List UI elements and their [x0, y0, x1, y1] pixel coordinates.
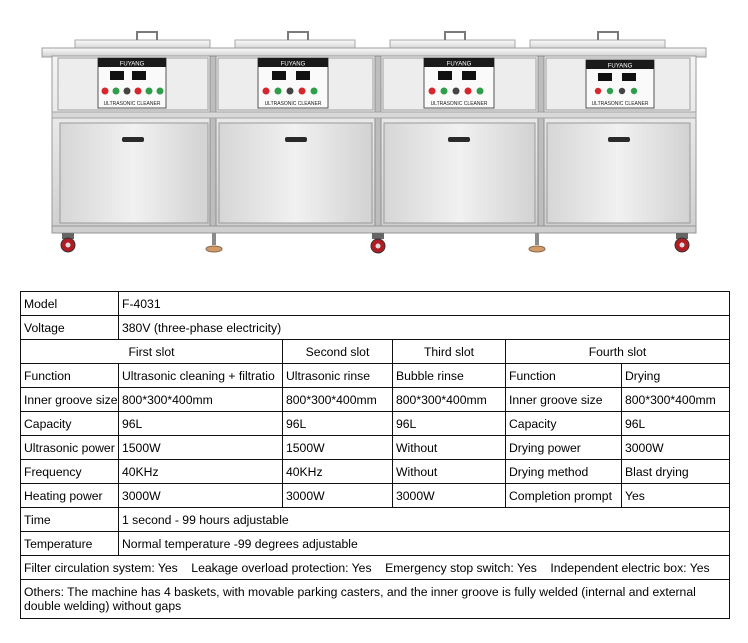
slot1-value: 96L	[119, 412, 283, 436]
slot1-value: 40KHz	[119, 460, 283, 484]
row-label: Capacity	[21, 412, 119, 436]
slot2-value: 800*300*400mm	[283, 388, 393, 412]
slot-header-1: First slot	[21, 340, 283, 364]
slot2-value: Ultrasonic rinse	[283, 364, 393, 388]
slot3-value: Without	[393, 436, 506, 460]
slot4-value: 3000W	[622, 436, 730, 460]
temperature-label: Temperature	[21, 532, 119, 556]
caster-wheels	[61, 233, 689, 253]
panel-caption: ULTRASONIC CLEANER	[103, 101, 161, 107]
slot4-value: 96L	[622, 412, 730, 436]
row-label: Heating power	[21, 484, 119, 508]
slot1-value: 1500W	[119, 436, 283, 460]
row-label: Ultrasonic power	[21, 436, 119, 460]
table-row	[21, 460, 730, 484]
panel-caption: ULTRASONIC CLEANER	[264, 101, 322, 107]
slot3-value: Without	[393, 460, 506, 484]
slot2-value: 40KHz	[283, 460, 393, 484]
time-label: Time	[21, 508, 119, 532]
table-row	[21, 388, 730, 412]
voltage-label: Voltage	[21, 316, 119, 340]
slot4-value: 800*300*400mm	[622, 388, 730, 412]
table-row	[21, 556, 730, 580]
slot1-value: Ultrasonic cleaning + filtratio	[119, 364, 283, 388]
slot1-value: 3000W	[119, 484, 283, 508]
panel-brand: FUYANG	[607, 63, 633, 70]
slot4-label: Capacity	[506, 412, 622, 436]
control-panel-2	[258, 58, 328, 108]
row-label: Frequency	[21, 460, 119, 484]
panel-brand: FUYANG	[280, 61, 306, 68]
voltage-value: 380V (three-phase electricity)	[119, 316, 730, 340]
table-row	[21, 532, 730, 556]
slot-header-2: Second slot	[283, 340, 393, 364]
control-panel-4	[586, 60, 654, 108]
product-photo	[0, 0, 748, 285]
table-row	[21, 364, 730, 388]
panel-caption: ULTRASONIC CLEANER	[591, 101, 649, 107]
row-label: Function	[21, 364, 119, 388]
slot2-value: 96L	[283, 412, 393, 436]
table-row	[21, 508, 730, 532]
table-row	[21, 292, 730, 316]
slot2-value: 3000W	[283, 484, 393, 508]
control-panel-1	[98, 58, 166, 108]
row-label: Inner groove size	[21, 388, 119, 412]
slot-header-row	[21, 340, 730, 364]
table-row	[21, 580, 730, 619]
slot2-value: 1500W	[283, 436, 393, 460]
slot4-label: Function	[506, 364, 622, 388]
model-value: F-4031	[119, 292, 730, 316]
features-row: Filter circulation system: Yes Leakage overload protection: Yes Emergency stop switch: Yes Independent electric box: Yes	[21, 556, 730, 580]
time-value: 1 second - 99 hours adjustable	[119, 508, 730, 532]
table-row	[21, 484, 730, 508]
slot4-label: Drying method	[506, 460, 622, 484]
slot4-value: Drying	[622, 364, 730, 388]
slot3-value: 3000W	[393, 484, 506, 508]
table-row	[21, 412, 730, 436]
panel-brand: FUYANG	[446, 61, 472, 68]
middle-trim	[52, 112, 696, 118]
model-label: Model	[21, 292, 119, 316]
slot3-value: 96L	[393, 412, 506, 436]
slot4-value: Blast drying	[622, 460, 730, 484]
others-row: Others: The machine has 4 baskets, with movable parking casters, and the inner groove is fully welded (internal and external double welding) without gaps	[21, 580, 730, 619]
table-row	[21, 316, 730, 340]
machine-base	[52, 226, 696, 233]
control-panel-3	[424, 58, 494, 108]
panel-caption: ULTRASONIC CLEANER	[430, 101, 488, 107]
slot1-value: 800*300*400mm	[119, 388, 283, 412]
slot-header-3: Third slot	[393, 340, 506, 364]
table-row	[21, 436, 730, 460]
slot3-value: 800*300*400mm	[393, 388, 506, 412]
tank-lids	[75, 32, 665, 50]
specification-table	[20, 291, 730, 619]
slot-header-4: Fourth slot	[506, 340, 730, 364]
panel-brand: FUYANG	[119, 61, 145, 68]
slot3-value: Bubble rinse	[393, 364, 506, 388]
slot4-label: Drying power	[506, 436, 622, 460]
slot4-label: Inner groove size	[506, 388, 622, 412]
slot4-label: Completion prompt	[506, 484, 622, 508]
slot4-value: Yes	[622, 484, 730, 508]
temperature-value: Normal temperature -99 degrees adjustable	[119, 532, 730, 556]
